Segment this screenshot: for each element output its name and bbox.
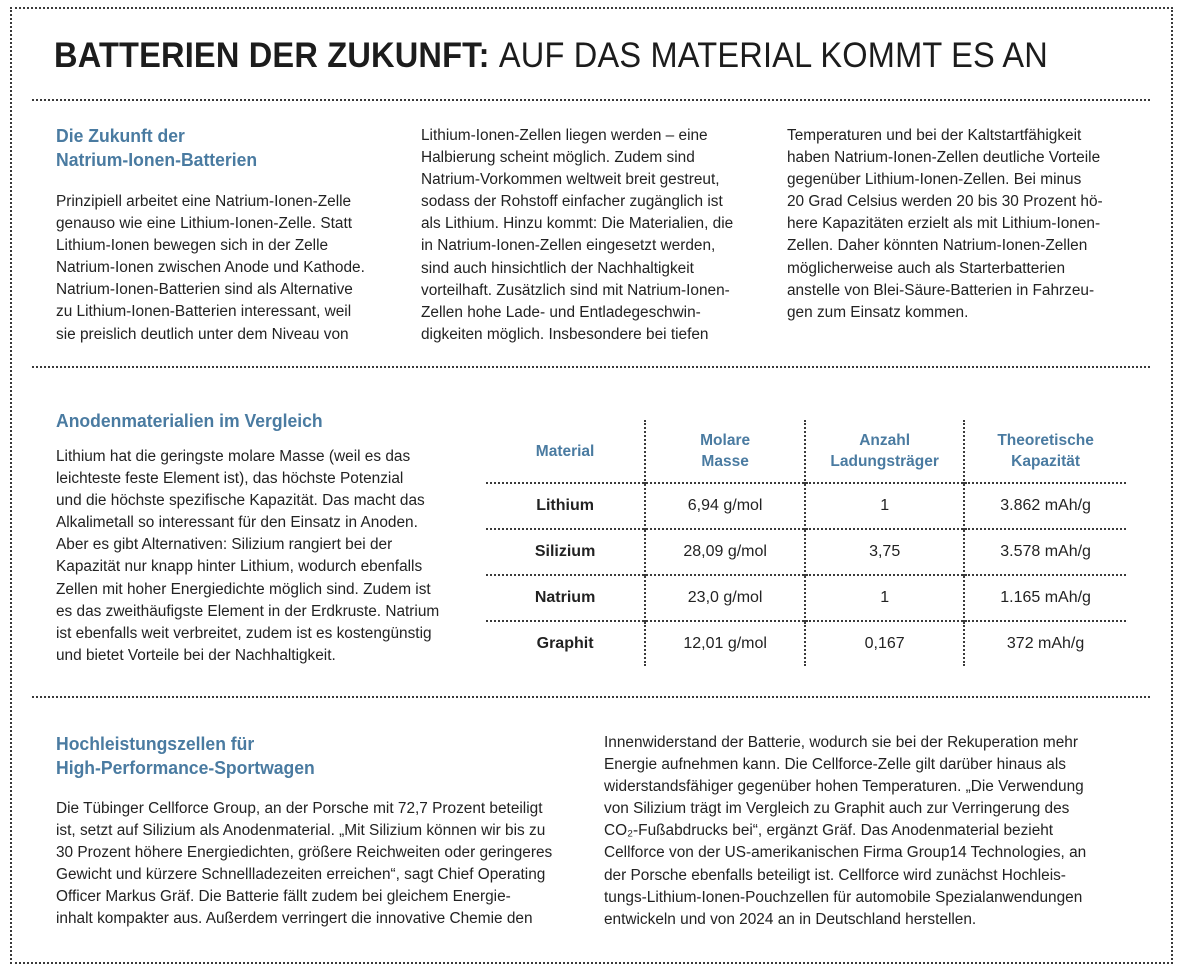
section3-col1 bbox=[56, 798, 552, 931]
text-line: 30 Prozent höhere Energiedichten, größere Reichweiten oder geringeres bbox=[56, 844, 553, 862]
text-line: Natrium-Ionen zwischen Anode und Kathode. bbox=[56, 259, 365, 277]
text-line: in Natrium-Ionen-Zellen eingesetzt werden, bbox=[421, 237, 716, 255]
section1-heading bbox=[56, 124, 257, 172]
text-line: Alkalimetall so interessant für den Einsatz in Anoden. bbox=[56, 514, 418, 532]
text-line: möglicherweise auch als Starterbatterien bbox=[787, 259, 1066, 277]
text-line: gegenüber Lithium-Ionen-Zellen. Bei minus bbox=[787, 171, 1082, 189]
table-row bbox=[486, 575, 1126, 621]
header-text: Masse bbox=[701, 453, 749, 470]
text-line: ist, setzt auf Silizium als Anodenmaterial. „Mit Silizium können wir bis zu bbox=[56, 822, 546, 840]
page-title bbox=[54, 36, 1048, 76]
header-text: Ladungsträger bbox=[830, 453, 939, 470]
cell-material: Silizium bbox=[486, 529, 645, 575]
cell-capacity: 372 mAh/g bbox=[964, 621, 1126, 666]
text-line: Cellforce von der US-amerikanischen Firma Group14 Technologies, an bbox=[604, 844, 1087, 862]
text-line: Kapazität nur knapp hinter Lithium, wodurch ebenfalls bbox=[56, 558, 423, 576]
text-line: Natrium-Ionen-Batterien sind als Alternative bbox=[56, 281, 353, 299]
section1-col1 bbox=[56, 191, 365, 346]
header-molar-mass bbox=[645, 420, 805, 483]
text-line: CO₂-Fußabdrucks bei“, ergänzt Gräf. Das Anodenmaterial bezieht bbox=[604, 822, 1054, 840]
text-line: haben Natrium-Ionen-Zellen deutliche Vorteile bbox=[787, 149, 1101, 167]
text-line: inhalt kompakter aus. Außerdem verringert die innovative Chemie den bbox=[56, 910, 533, 928]
section1-col3 bbox=[787, 125, 1103, 324]
text-line: 20 Grad Celsius werden 20 bis 30 Prozent hö- bbox=[787, 193, 1103, 211]
header-text: Theoretische bbox=[997, 432, 1094, 449]
text-line: ist ebenfalls weit verbreitet, zudem ist es kostengünstig bbox=[56, 624, 432, 642]
text-line: Zellen hohe Lade- und Entladegeschwin- bbox=[421, 303, 701, 321]
text-line: es das zweithäufigste Element in der Erdkruste. Natrium bbox=[56, 602, 440, 620]
header-material bbox=[486, 420, 645, 483]
text-line: Lithium-Ionen-Zellen liegen werden – eine bbox=[421, 127, 708, 144]
text-line: und bietet Vorteile bei der Nachhaltigkeit. bbox=[56, 646, 336, 664]
title-bold: BATTERIEN DER ZUKUNFT: bbox=[54, 36, 490, 75]
table-row bbox=[486, 621, 1126, 666]
text-line: Die Tübinger Cellforce Group, an der Porsche mit 72,7 Prozent beteiligt bbox=[56, 800, 543, 817]
text-line: als Lithium. Hinzu kommt: Die Materialien, die bbox=[421, 215, 734, 233]
text-line: digkeiten möglich. Insbesondere bei tiefen bbox=[421, 325, 709, 343]
cell-material: Lithium bbox=[486, 483, 645, 529]
table-row bbox=[486, 483, 1126, 529]
cell-material: Natrium bbox=[486, 575, 645, 621]
text-line: Lithium hat die geringste molare Masse (weil es das bbox=[56, 448, 411, 465]
text-line: Energie aufnehmen kann. Die Cellforce-Zelle gilt darüber hinaus als bbox=[604, 756, 1066, 774]
cell-charge-carriers: 3,75 bbox=[805, 529, 964, 575]
header-theoretical-capacity bbox=[964, 420, 1126, 483]
text-line: widerstandsfähiger gegenüber hohen Temperaturen. „Die Verwendung bbox=[604, 778, 1084, 796]
text-line: Zellen mit hoher Energiedichte möglich sind. Zudem ist bbox=[56, 580, 431, 598]
text-line: Innenwiderstand der Batterie, wodurch sie bei der Rekuperation mehr bbox=[604, 734, 1078, 751]
heading-line: Natrium-Ionen-Batterien bbox=[56, 149, 258, 170]
text-line: Zellen. Daher könnten Natrium-Ionen-Zellen bbox=[787, 237, 1088, 255]
section2-heading: Anodenmaterialien im Vergleich bbox=[56, 410, 323, 431]
text-line: vorteilhaft. Zusätzlich sind mit Natrium-Ionen- bbox=[421, 281, 730, 299]
text-line: sind auch hinsichtlich der Nachhaltigkeit bbox=[421, 259, 694, 277]
text-line: Officer Markus Gräf. Die Batterie fällt zudem bei gleichem Energie- bbox=[56, 888, 511, 906]
cell-charge-carriers: 0,167 bbox=[805, 621, 964, 666]
section2-body bbox=[56, 446, 439, 667]
cell-material: Graphit bbox=[486, 621, 645, 666]
cell-charge-carriers: 1 bbox=[805, 483, 964, 529]
text-line: Natrium-Vorkommen weltweit breit gestreut, bbox=[421, 171, 720, 189]
cell-charge-carriers: 1 bbox=[805, 575, 964, 621]
divider-section1 bbox=[32, 366, 1150, 368]
text-line: der Porsche ebenfalls beteiligt ist. Cellforce wird zunächst Hochleis- bbox=[604, 866, 1066, 884]
table-header-row bbox=[486, 420, 1126, 483]
section3-heading bbox=[56, 732, 315, 780]
section3-col2 bbox=[604, 732, 1086, 931]
header-text: Molare bbox=[700, 432, 751, 449]
text-line: Aber es gibt Alternativen: Silizium rangiert bei der bbox=[56, 536, 393, 554]
divider-title bbox=[32, 99, 1150, 101]
cell-capacity: 1.165 mAh/g bbox=[964, 575, 1126, 621]
divider-section2 bbox=[32, 696, 1150, 698]
text-line: here Kapazitäten erzielt als mit Lithium-Ionen- bbox=[787, 215, 1101, 233]
text-line: Gewicht und kürzere Schnellladezeiten erreichen“, sagt Chief Operating bbox=[56, 866, 546, 884]
anode-comparison-table bbox=[486, 420, 1126, 666]
text-line: anstelle von Blei-Säure-Batterien in Fahrzeu- bbox=[787, 281, 1095, 299]
heading-line: High-Performance-Sportwagen bbox=[56, 757, 315, 778]
text-line: genauso wie eine Lithium-Ionen-Zelle. Statt bbox=[56, 215, 353, 233]
text-line: sodass der Rohstoff einfacher zugänglich ist bbox=[421, 193, 723, 211]
cell-molar-mass: 28,09 g/mol bbox=[645, 529, 805, 575]
text-line: tungs-Lithium-Ionen-Pouchzellen für automobile Spezialanwendungen bbox=[604, 888, 1083, 906]
cell-capacity: 3.578 mAh/g bbox=[964, 529, 1126, 575]
cell-molar-mass: 6,94 g/mol bbox=[645, 483, 805, 529]
header-text: Anzahl bbox=[859, 432, 911, 449]
heading-line: Die Zukunft der bbox=[56, 125, 185, 146]
section1-col2 bbox=[421, 125, 733, 346]
text-line: zu Lithium-Ionen-Batterien interessant, weil bbox=[56, 303, 352, 321]
text-line: Lithium-Ionen bewegen sich in der Zelle bbox=[56, 237, 329, 255]
text-line: sie preislich deutlich unter dem Niveau von bbox=[56, 325, 349, 343]
text-line: und die höchste spezifische Kapazität. Das macht das bbox=[56, 492, 425, 510]
header-text: Material bbox=[535, 442, 595, 460]
text-line: von Silizium trägt im Vergleich zu Graphit auch zur Verringerung des bbox=[604, 800, 1070, 818]
text-line: leichteste feste Element ist), das höchste Potenzial bbox=[56, 470, 404, 488]
heading-line: Hochleistungszellen für bbox=[56, 733, 255, 754]
text-line: entwickeln und von 2024 an in Deutschland herstellen. bbox=[604, 910, 977, 928]
cell-capacity: 3.862 mAh/g bbox=[964, 483, 1126, 529]
header-charge-carriers bbox=[805, 420, 964, 483]
table-row bbox=[486, 529, 1126, 575]
text-line: Prinzipiell arbeitet eine Natrium-Ionen-Zelle bbox=[56, 193, 352, 210]
header-text: Kapazität bbox=[1011, 453, 1081, 470]
text-line: gen zum Einsatz kommen. bbox=[787, 303, 969, 321]
title-light: AUF DAS MATERIAL KOMMT ES AN bbox=[498, 36, 1048, 75]
cell-molar-mass: 12,01 g/mol bbox=[645, 621, 805, 666]
cell-molar-mass: 23,0 g/mol bbox=[645, 575, 805, 621]
text-line: Halbierung scheint möglich. Zudem sind bbox=[421, 149, 695, 167]
text-line: Temperaturen und bei der Kaltstartfähigkeit bbox=[787, 127, 1082, 144]
